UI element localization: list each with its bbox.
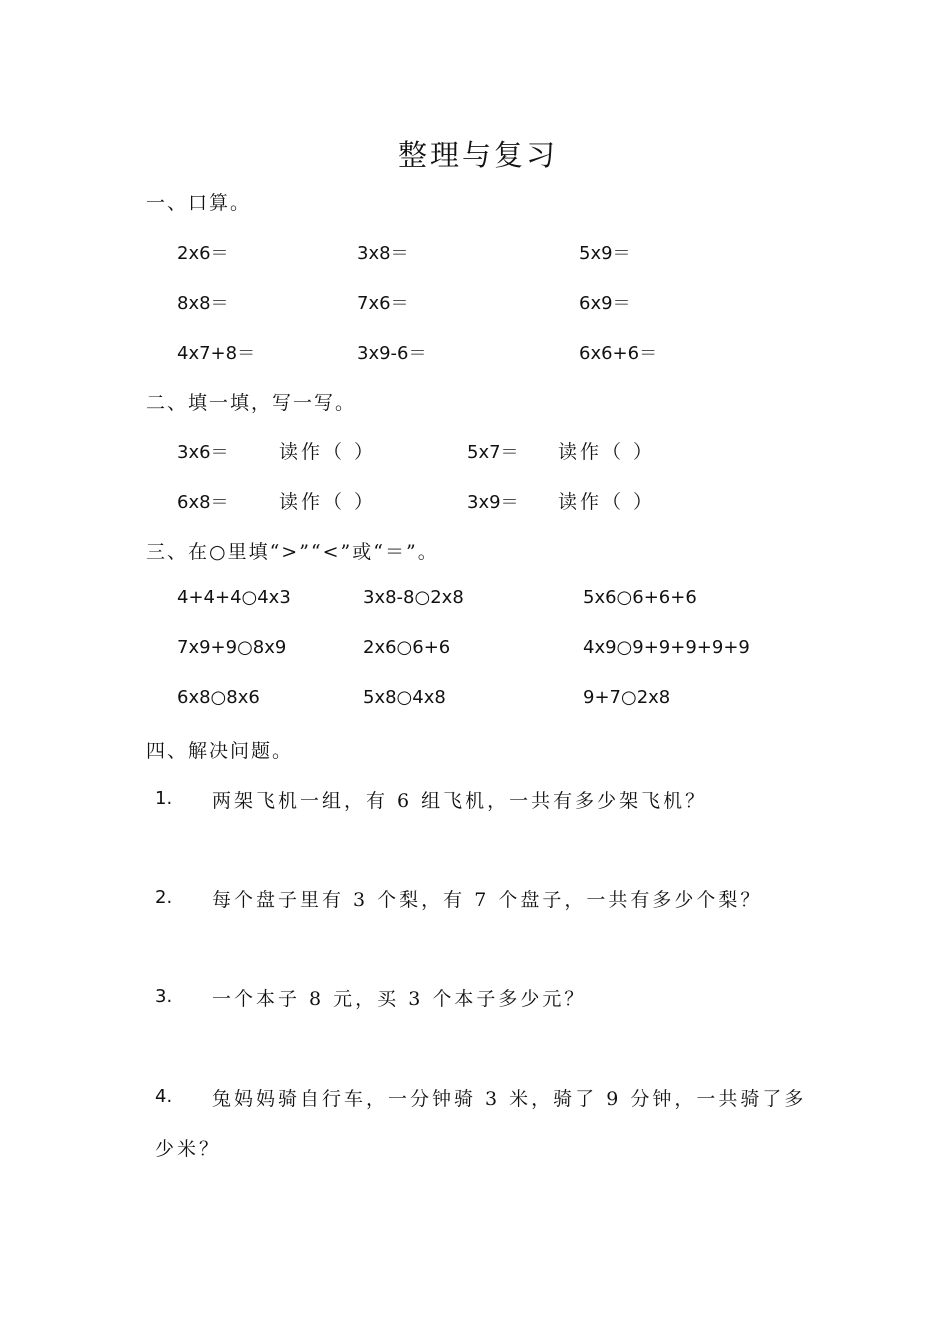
read-as-blank: 读作（ ）: [558, 441, 656, 463]
compare-item: 2x6○6+6: [363, 637, 451, 658]
fill-expr: 3x6＝: [177, 442, 229, 463]
problem-number: 2.: [155, 887, 173, 908]
section-4-heading: 四、解决问题。: [146, 740, 294, 762]
compare-item: 4+4+4○4x3: [177, 587, 291, 608]
oral-calc-item: 2x6＝: [177, 243, 229, 264]
problem-text: 一个本子 8 元，买 3 个本子多少元？: [212, 988, 587, 1010]
section-1-heading: 一、口算。: [146, 192, 252, 214]
read-as-blank: 读作（ ）: [558, 491, 656, 513]
oral-calc-item: 3x8＝: [357, 243, 409, 264]
oral-calc-item: 4x7+8＝: [177, 343, 256, 364]
oral-calc-item: 3x9-6＝: [357, 343, 427, 364]
compare-item: 9+7○2x8: [583, 687, 671, 708]
compare-item: 3x8-8○2x8: [363, 587, 464, 608]
problem-text: 每个盘子里有 3 个梨，有 7 个盘子，一共有多少个梨？: [212, 889, 763, 911]
page-title: 整理与复习: [398, 138, 559, 172]
compare-item: 5x6○6+6+6: [583, 587, 697, 608]
read-as-blank: 读作（ ）: [279, 441, 377, 463]
compare-item: 4x9○9+9+9+9+9: [583, 637, 750, 658]
problem-text-continued: 少米？: [155, 1138, 222, 1160]
fill-expr: 6x8＝: [177, 492, 229, 513]
problem-number: 1.: [155, 788, 173, 809]
oral-calc-item: 6x9＝: [579, 293, 631, 314]
problem-text: 两架飞机一组，有 6 组飞机，一共有多少架飞机？: [212, 790, 708, 812]
oral-calc-item: 6x6+6＝: [579, 343, 658, 364]
compare-item: 5x8○4x8: [363, 687, 446, 708]
oral-calc-item: 5x9＝: [579, 243, 631, 264]
problem-number: 3.: [155, 986, 173, 1007]
problem-text: 兔妈妈骑自行车，一分钟骑 3 米，骑了 9 分钟，一共骑了多: [212, 1088, 807, 1110]
problem-number: 4.: [155, 1086, 173, 1107]
oral-calc-item: 8x8＝: [177, 293, 229, 314]
compare-item: 6x8○8x6: [177, 687, 260, 708]
oral-calc-item: 7x6＝: [357, 293, 409, 314]
fill-expr: 5x7＝: [467, 442, 519, 463]
fill-expr: 3x9＝: [467, 492, 519, 513]
section-3-heading: 三、在○里填“>”“<”或“＝”。: [146, 541, 439, 563]
compare-item: 7x9+9○8x9: [177, 637, 287, 658]
section-2-heading: 二、填一填，写一写。: [146, 392, 357, 414]
read-as-blank: 读作（ ）: [279, 491, 377, 513]
